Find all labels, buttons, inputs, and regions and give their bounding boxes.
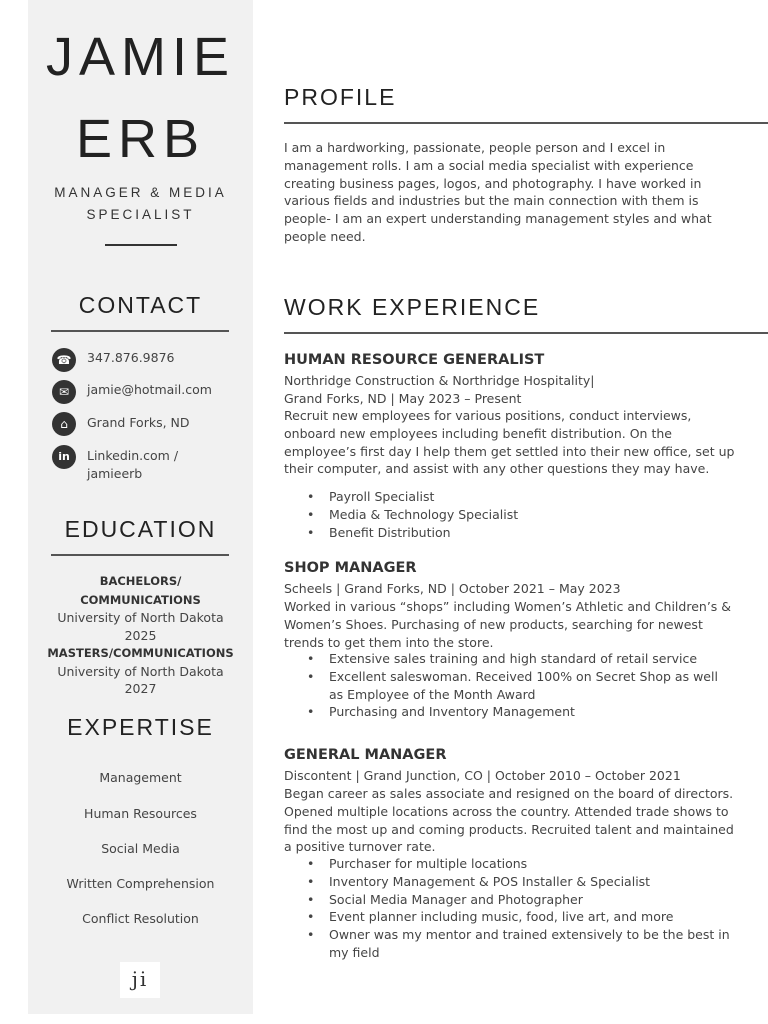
expertise-item: Human Resources [84,806,197,821]
divider [51,330,229,332]
job-description: Began career as sales associate and resigned on the board of directors. Opened multiple locations across the country. Attended trade shows to find the most up and coming products. Recruited talent and maintained a positive turnover rate. [284,786,734,855]
expertise-item: Written Comprehension [66,876,215,891]
job-company: Scheels | Grand Forks, ND | October 2021 – May 2023 [284,581,621,596]
linkedin-url-line: jamieerb [87,466,143,481]
graduation-year: 2025 [124,627,157,643]
job-role-line: MANAGER & MEDIA [54,185,227,200]
job-description: Worked in various “shops” including Women’s Athletic and Children’s & Women’s Shoes. Purchasing of new products, searching for newest trends to get them into the store. [284,599,732,650]
job-role-line: SPECIALIST [86,207,195,222]
expertise-item: Social Media [101,841,180,856]
list-item: • Owner was my mentor and trained extensively to be the best in my field [329,926,736,962]
contact-heading: CONTACT [78,292,203,318]
linkedin-url-line: Linkedin.com / [87,448,179,463]
job-bullets [284,855,736,962]
expertise-heading: EXPERTISE [67,714,214,740]
job-bullets [284,488,736,541]
email-address: jamie@hotmail.com [87,382,212,397]
education-heading: EDUCATION [64,516,217,542]
school: University of North Dakota [57,610,224,625]
degree: MASTERS/COMMUNICATIONS [47,646,234,660]
list-item: • Purchasing and Inventory Management [329,703,736,721]
profile-text: I am a hardworking, passionate, people person and I excel in management rolls. I am a social media specialist with experience creating business pages, logos, and photography. I have worked in various fields and industries but the main connection with them is people- I am an expert understanding management styles and what people need. [284,140,712,244]
home-icon: ⌂ [52,412,76,436]
job-title: HUMAN RESOURCE GENERALIST [284,352,545,368]
linkedin-icon: in [52,445,76,469]
expertise-item: Management [99,770,182,785]
work-experience-heading: WORK EXPERIENCE [284,294,541,320]
list-item: • Payroll Specialist [329,488,736,506]
phone-icon: ☎ [52,348,76,372]
expertise-item: Conflict Resolution [82,911,199,926]
graduation-year: 2027 [124,681,157,696]
profile-heading: PROFILE [284,84,397,110]
contact-phone[interactable] [52,348,197,372]
job-title: GENERAL MANAGER [284,747,447,763]
location: Grand Forks, ND [87,415,190,430]
list-item: • Benefit Distribution [329,524,736,542]
list-item: • Purchaser for multiple locations [329,855,736,873]
list-item: • Excellent saleswoman. Received 100% on Secret Shop as well as Employee of the Month Award [329,668,736,704]
phone-number: 347.876.9876 [87,350,175,365]
list-item: • Inventory Management & POS Installer & Specialist [329,873,736,891]
degree: BACHELORS/ [99,574,182,588]
contact-linkedin[interactable] [52,445,197,483]
job-company: Northridge Construction & Northridge Hospitality| [284,373,595,388]
mail-icon: ✉ [52,380,76,404]
divider [284,122,768,124]
contact-location [52,412,197,436]
name-last: ERB [75,109,206,169]
job-role [28,182,253,226]
school: University of North Dakota [57,663,224,679]
list-item: • Social Media Manager and Photographer [329,891,736,909]
divider [284,332,768,334]
job-bullets [284,650,736,721]
job-location-date: Grand Forks, ND | May 2023 – Present [284,391,522,406]
job-company: Discontent | Grand Junction, CO | October 2010 – October 2021 [284,768,681,783]
job-description: Recruit new employees for various positions, conduct interviews, onboard new employees including benefit distribution. On the employee’s first day I help them get settled into their new office, set up their computer, and assist with any other questions they may have. [284,408,735,477]
name-first: JAMIE [45,27,236,87]
job-title: SHOP MANAGER [284,560,417,576]
education-entry [28,572,253,698]
list-item: • Event planner including music, food, live art, and more [329,908,736,926]
list-item: • Extensive sales training and high standard of retail service [329,650,736,668]
monogram-logo: ji [120,962,160,998]
divider [105,244,177,246]
contact-email[interactable] [52,380,212,404]
list-item: • Media & Technology Specialist [329,506,736,524]
degree: COMMUNICATIONS [80,592,201,607]
sidebar [28,0,253,1014]
linkedin-url [87,447,197,483]
divider [51,554,229,556]
